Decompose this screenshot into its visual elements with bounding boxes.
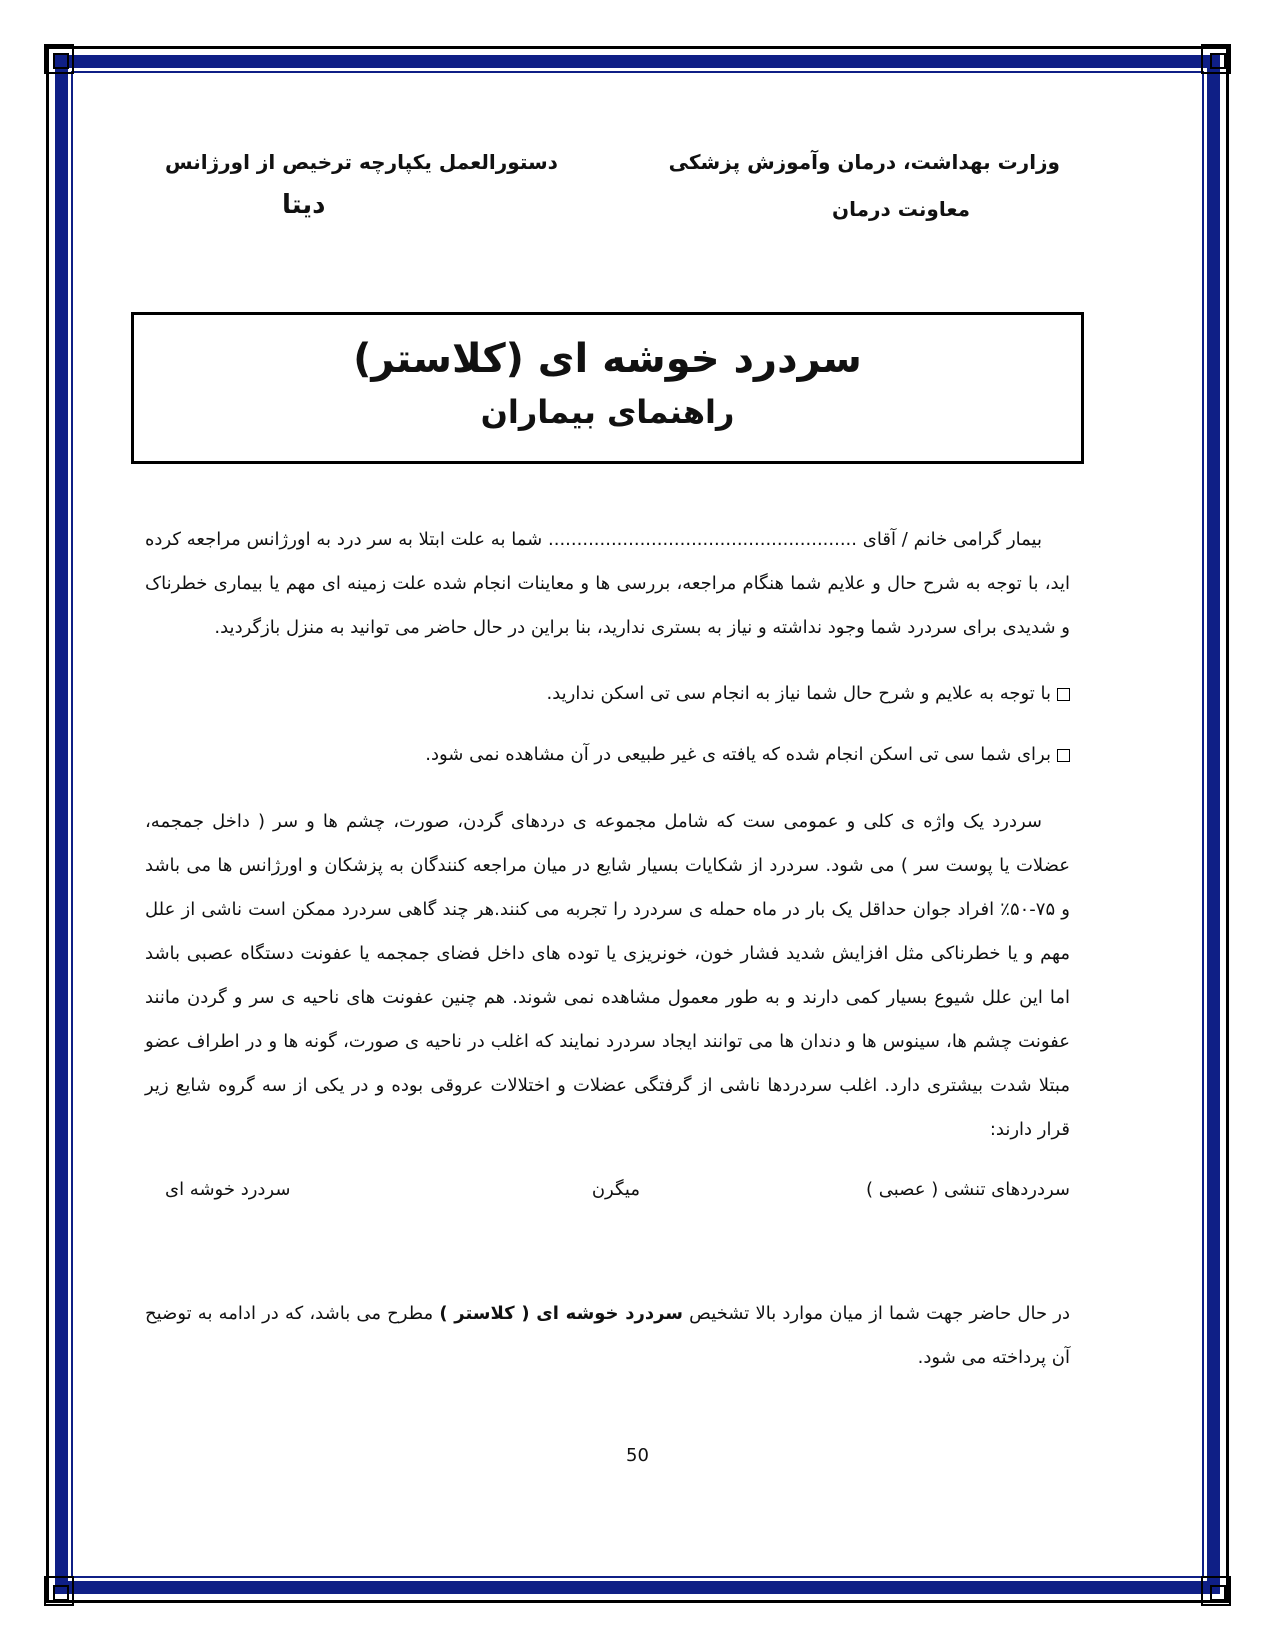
checkbox-icon[interactable]	[1057, 749, 1070, 762]
checkbox-icon[interactable]	[1057, 688, 1070, 701]
checkbox-label: برای شما سی تی اسکن انجام شده که یافته ی غیر طبیعی در آن مشاهده نمی شود.	[425, 744, 1051, 765]
diagnosis-bold: سردرد خوشه ای ( کلاستر )	[439, 1303, 683, 1324]
corner-ornament-top-left	[44, 44, 74, 74]
page-title: سردرد خوشه ای (کلاستر)	[353, 336, 862, 382]
headache-types-row	[145, 1174, 1070, 1206]
diagnosis-text-after: مطرح می باشد، که در ادامه به توضیح آن پرداخته می شود.	[145, 1303, 1070, 1368]
headache-type-cluster: سردرد خوشه ای	[165, 1179, 291, 1200]
checkbox-label: با توجه به علایم و شرح حال شما نیاز به انجام سی تی اسکن ندارید.	[546, 683, 1051, 704]
headache-type-migraine: میگرن	[591, 1179, 640, 1200]
corner-ornament-bottom-left	[44, 1576, 74, 1606]
intro-paragraph: بیمار گرامی خانم / آقای ...................................................... شما به علت ابتلا به سر درد به اورژانس مراجعه کرده اید، با توجه به شرح حال و علایم شما هنگام مراجعه، بررسی ها و معاینات انجام شده علت زمینه ای مهم یا بیماری خطرناک و شدیدی برای سردرد شما وجود نداشته و نیاز به بستری ندارید، بنا براین در حال حاضر می توانید به منزل بازگردید.	[145, 529, 1070, 638]
diagnosis-paragraph	[145, 1292, 1070, 1380]
dita-label: دیتا	[282, 190, 326, 220]
checkbox-item-no-ct	[145, 679, 1070, 709]
description-paragraph: سردرد یک واژه ی کلی و عمومی ست که شامل مجموعه ی دردهای گردن، صورت، چشم ها و سر ( داخل جمجمه، عضلات یا پوست سر ) می شود. سردرد از شکایات بسیار شایع در میان مراجعه کنندگان به پزشکان و اورژانس ها می باشد و ۷۵-۵۰٪ افراد جوان حداقل یک بار در ماه حمله ی سردرد را تجربه می کنند.هر چند گاهی سردرد ممکن است ناشی از علل مهم و یا خطرناکی مثل افزایش شدید فشار خون، خونریزی یا توده های داخل فضای جمجمه یا عفونت دستگاه عصبی باشد اما این علل شیوع بسیار کمی دارند و به طور معمول مشاهده نمی شوند. هم چنین عفونت های ناحیه ی سر و گردن مانند عفونت چشم ها، سینوس ها و دندان ها می توانند ایجاد سردرد نمایند که اغلب در ناحیه ی صورت، گونه ها و در اطراف عضو مبتلا شدت بیشتری دارد. اغلب سردردها ناشی از گرفتگی عضلات و اختلالات عروقی بوده و در یکی از سه گروه شایع زیر قرار دارند:	[145, 811, 1070, 1140]
headache-type-tension: سردردهای تنشی ( عصبی )	[865, 1179, 1070, 1200]
corner-ornament-bottom-right	[1201, 1576, 1231, 1606]
page-subtitle: راهنمای بیماران	[480, 393, 735, 431]
ministry-name: وزارت بهداشت، درمان وآموزش پزشکی	[668, 150, 1060, 174]
guideline-title: دستورالعمل یکپارچه ترخیص از اورژانس	[165, 150, 558, 174]
corner-ornament-top-right	[1201, 44, 1231, 74]
deputy-name: معاونت درمان	[832, 197, 970, 221]
checkbox-item-ct-normal	[145, 740, 1070, 770]
page-number: 50	[626, 1445, 649, 1466]
title-box	[131, 312, 1084, 464]
diagnosis-text-before: در حال حاضر جهت شما از میان موارد بالا تشخیص	[682, 1303, 1070, 1324]
